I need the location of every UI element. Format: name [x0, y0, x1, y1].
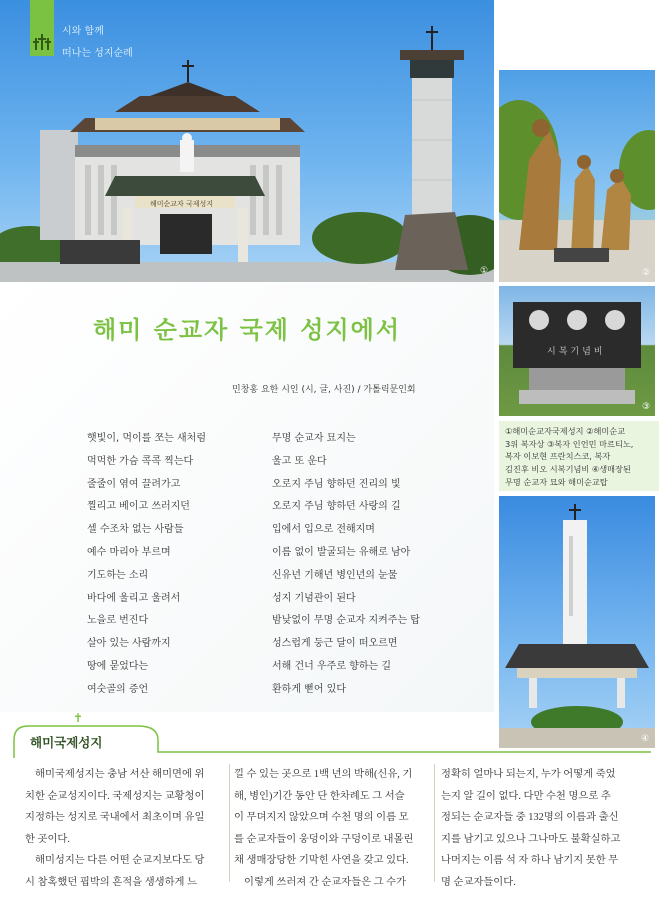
caption-line: ①해미순교자국제성지 ②해미순교 — [505, 426, 626, 436]
poem-line: 살아 있는 사람까지 — [87, 638, 171, 650]
section-header-frame — [8, 712, 659, 760]
body-column-2 — [234, 764, 428, 893]
poem-line: 기도하는 소리 — [87, 569, 149, 581]
body-line: 지정하는 성지로 국내에서 최초이며 유일 — [25, 812, 205, 823]
poem-line: 땅에 묻었다는 — [87, 660, 149, 672]
cross-icon: ✝ — [73, 711, 84, 725]
body-line: 한 곳이다. — [25, 833, 70, 845]
monument-photo — [499, 286, 655, 416]
series-label-line2: 떠나는 성지순례 — [62, 48, 133, 59]
body-line: 를 순교자들이 웅덩이와 구덩이로 내몰린 — [234, 833, 414, 845]
poem-line: 무명 순교자 묘지는 — [272, 433, 356, 444]
body-column-3 — [441, 764, 637, 893]
caption-line: 3위 복자상 ③복자 인언민 마르티노, — [505, 438, 634, 449]
poem-line: 오로지 주님 향하던 진리의 빛 — [272, 478, 401, 490]
series-label-line1: 시와 함께 — [62, 26, 104, 37]
poem-column-left — [87, 428, 206, 702]
body-column-1 — [25, 764, 225, 893]
poem-line: 셀 수조차 없는 사람들 — [87, 524, 184, 536]
poem-line: 예수 마리아 부르며 — [87, 546, 171, 558]
photo-number: ② — [642, 268, 651, 278]
church-photo — [0, 0, 494, 282]
column-divider — [434, 764, 435, 882]
body-line: 이 무뎌지지 않았으며 수천 명의 이름 모 — [234, 812, 409, 823]
body-line: 이렇게 쓰러져 간 순교자들은 그 수가 — [244, 876, 407, 888]
poem-line: 오로지 주님 향하던 사랑의 길 — [272, 501, 401, 513]
statues-illustration — [499, 70, 655, 282]
body-line: 지를 남기고 있으나 그나마도 불확실하고 — [441, 833, 621, 845]
poem-line: 찔리고 베이고 쓰러지던 — [87, 501, 190, 513]
body-line: 나머지는 이름 석 자 하나 남기지 못한 무 — [441, 855, 619, 866]
series-badge-mark — [30, 0, 54, 56]
poem-line: 밤낮없이 무명 순교자 지켜주는 탑 — [272, 615, 420, 627]
caption-line: 복자 이보현 프란치스코, 복자 — [505, 451, 611, 462]
body-line: 해미성지는 다른 어떤 순교지보다도 당 — [35, 855, 205, 866]
photo-number: ③ — [642, 402, 651, 412]
church-illustration — [0, 0, 494, 282]
poem-line: 성스럽게 둥근 달이 떠오르면 — [272, 638, 398, 650]
photo-number: ④ — [641, 734, 650, 744]
cross-trio-icon — [30, 0, 54, 56]
poem-title: 해미 순교자 국제 성지에서 — [92, 316, 402, 344]
poem-line: 성지 기념관이 된다 — [272, 592, 356, 604]
body-line: 는지 알 길이 없다. 다만 수천 명으로 추 — [441, 790, 611, 802]
body-line: 정되는 순교자들 중 132명의 이름과 출신 — [441, 812, 619, 823]
photo-caption — [499, 421, 659, 491]
statues-photo — [499, 70, 655, 282]
body-line: 정확히 얼마나 되는지, 누가 어떻게 죽었 — [441, 769, 616, 780]
poem-line: 환하게 뻗어 있다 — [272, 683, 346, 695]
photo-number: ① — [480, 266, 489, 276]
church-plaque-text: 해미순교자 국제성지 — [150, 200, 214, 208]
poem-line: 햇빛이, 먹이를 쪼는 새처럼 — [87, 433, 206, 444]
poem-line: 노을로 번진다 — [87, 615, 149, 627]
body-line: 해미국제성지는 충남 서산 해미면에 위 — [35, 769, 205, 780]
body-line: 낄 수 있는 곳으로 1백 년의 박해(신유, 기 — [234, 769, 413, 780]
poem-line: 서해 건너 우주로 향하는 길 — [272, 660, 391, 672]
poem-line: 울고 또 운다 — [272, 455, 327, 467]
poem-line: 먹먹한 가슴 콕콕 찍는다 — [87, 455, 194, 467]
author-credit: 민창홍 요한 시인 (시, 글, 사진) / 가톨릭문인회 — [232, 385, 416, 395]
tower-illustration — [499, 496, 655, 748]
poem-column-right — [272, 428, 420, 702]
body-line: 시 참혹했던 핍박의 흔적을 생생하게 느 — [25, 876, 198, 888]
body-line: 해, 병인)기간 동안 단 한차례도 그 서슬 — [234, 790, 405, 802]
poem-line: 줄줄이 엮여 끌려가고 — [87, 478, 181, 490]
poem-line: 신유년 기해년 병인년의 눈물 — [272, 569, 398, 581]
caption-line: 무명 순교자 묘와 해미순교탑 — [505, 476, 608, 487]
section-title: 해미국제성지 — [30, 735, 103, 750]
column-divider — [229, 764, 230, 882]
body-line: 치한 순교성지이다. 국제성지는 교황청이 — [25, 790, 205, 802]
body-line: 채 생매장당한 기막힌 사연을 갖고 있다. — [234, 855, 409, 866]
poem-line: 입에서 입으로 전해지며 — [272, 524, 375, 536]
poem-line: 이름 없이 발굴되는 유해로 남아 — [272, 546, 411, 558]
memorial-tower-photo — [499, 496, 655, 748]
body-line: 명 순교자들이다. — [441, 876, 516, 888]
poem-line: 여숫골의 증언 — [87, 683, 149, 695]
caption-line: 김진후 비오 시복기념비 ④생매장된 — [505, 464, 631, 475]
monument-text: 시복기념비 — [547, 347, 606, 357]
poem-line: 바다에 울리고 울려서 — [87, 592, 181, 604]
